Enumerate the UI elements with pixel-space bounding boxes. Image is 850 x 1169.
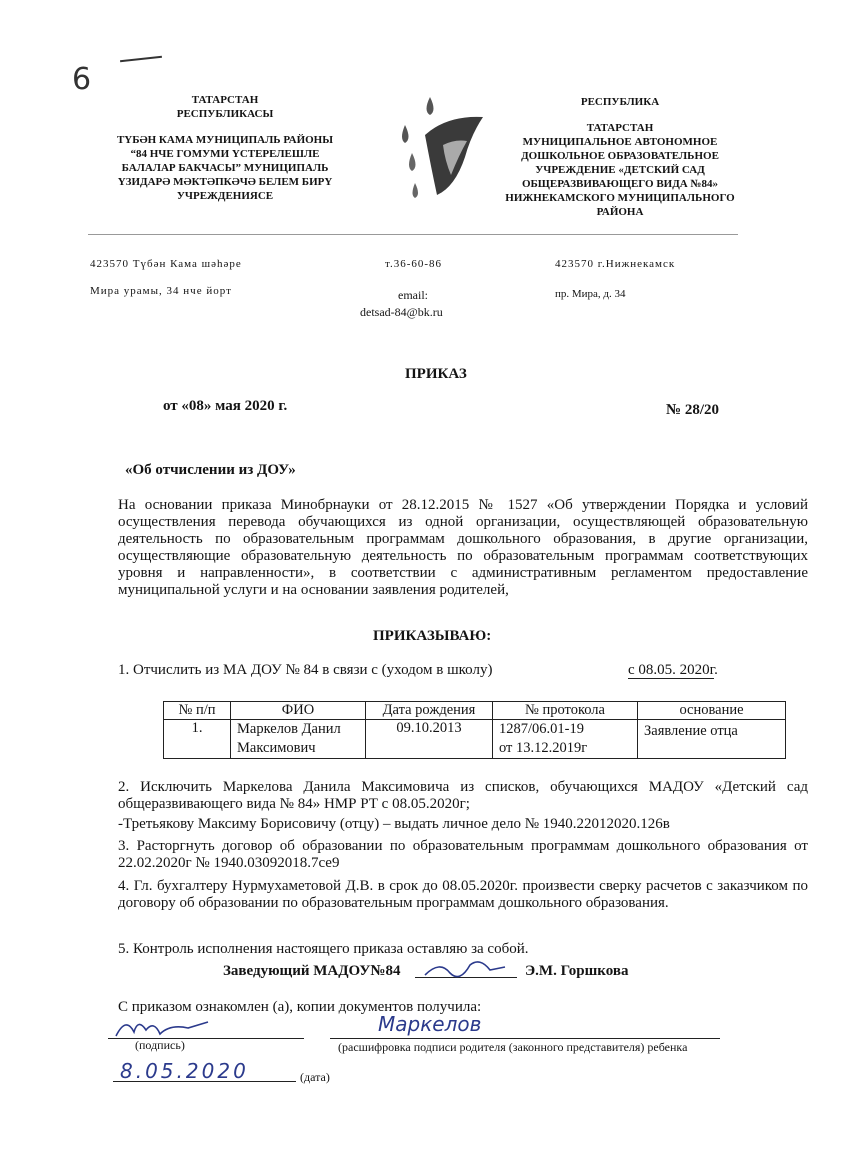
item-3: 3. Расторгнуть договор об образовании по образовательным программам дошкольного образования от 22.02.2020г № 1940.03092018.7се9	[118, 838, 808, 871]
order-number: № 28/20	[666, 402, 719, 418]
contact-right-street: пр. Мира, д. 34	[555, 288, 626, 300]
row-fio: Маркелов Данил Максимович	[231, 720, 366, 759]
logo-drop-bottom	[413, 183, 419, 198]
row-birth: 09.10.2013	[366, 720, 493, 759]
item-5: 5. Контроль исполнения настоящего приказа оставляю за собой.	[118, 941, 529, 957]
contact-email-label: email:	[398, 288, 428, 302]
col-protocol: № протокола	[493, 702, 638, 720]
logo-drop-left	[402, 125, 409, 143]
date-handwritten: 8.05.2020	[120, 1059, 249, 1083]
row-num: 1.	[164, 720, 231, 759]
contact-right-city: 423570 г.Нижнекамск	[555, 258, 676, 270]
table-header-row	[164, 702, 786, 720]
header-divider	[88, 234, 738, 235]
parent-name-handwritten: Маркелов	[378, 1012, 482, 1036]
order-subject: «Об отчислении из ДОУ»	[125, 462, 296, 478]
head-name: Э.М. Горшкова	[525, 963, 629, 979]
col-num: № п/п	[164, 702, 231, 720]
decode-line	[330, 1038, 720, 1039]
row-basis: Заявление отца	[638, 720, 786, 759]
logo-drop-top	[427, 97, 434, 115]
order-title: ПРИКАЗ	[405, 366, 467, 382]
item-2: 2. Исключить Маркелова Данила Максимовича из списков, обучающихся МАДОУ «Детский сад общеразвивающего вида № 84» НМР РТ с 08.05.2020г;	[118, 779, 808, 812]
item-1-text: 1. Отчислить из МА ДОУ № 84 в связи с (уходом в школу)	[118, 662, 493, 678]
ack-text: С приказом ознакомлен (а), копии документов получила:	[118, 999, 482, 1015]
page-number: 6	[72, 62, 92, 97]
item-4: 4. Гл. бухгалтеру Нурмухаметовой Д.В. в срок до 08.05.2020г. произвести сверку расчетов с заказчиком по договору об образовании по образовательным программам дошкольного образования.	[118, 878, 808, 911]
col-birth: Дата рождения	[366, 702, 493, 720]
head-signature	[420, 955, 510, 985]
contact-email: detsad-84@bk.ru	[360, 305, 443, 319]
logo-drop-mid	[409, 153, 416, 171]
logo	[385, 95, 490, 210]
contact-phone: т.36-60-86	[385, 258, 443, 270]
col-basis: основание	[638, 702, 786, 720]
decode-caption: (расшифровка подписи родителя (законного представителя) ребенка	[338, 1040, 688, 1054]
contact-left-city: 423570 Түбән Кама шәһәре	[90, 258, 242, 270]
sign-caption: (подпись)	[135, 1038, 185, 1052]
order-date: от «08» мая 2020 г.	[163, 398, 288, 414]
row-protocol: 1287/06.01-19 от 13.12.2019г	[493, 720, 638, 759]
scribble-mark	[120, 56, 162, 62]
children-table	[163, 701, 786, 759]
date-caption: (дата)	[300, 1070, 330, 1084]
item-2b: -Третьякову Максиму Борисовичу (отцу) – выдать личное дело № 1940.22012020.126в	[118, 816, 670, 832]
header-right: РЕСПУБЛИКА ТАТАРСТАН МУНИЦИПАЛЬНОЕ АВТОНОМНОЕ ДОШКОЛЬНОЕ ОБРАЗОВАТЕЛЬНОЕ УЧРЕЖДЕНИЕ «ДЕТСКИЙ САД ОБЩЕРАЗВИВАЮЩЕГО ВИДА №84» НИЖНЕКАМСКОГО МУНИЦИПАЛЬНОГО РАЙОНА	[505, 96, 735, 218]
header-left: ТАТАРСТАН РЕСПУБЛИКАСЫ ТҮБӘН КАМА МУНИЦИПАЛЬ РАЙОНЫ “84 НЧЕ ГОМУМИ ҮСТЕРЕЛЕШЛЕ БАЛАЛАР БАКЧАСЫ” МУНИЦИПАЛЬ ҮЗИДАРӘ МӘКТӘПКӘЧӘ БЕЛЕМ БИРҮ УЧРЕЖДЕНИЯСЕ	[116, 94, 334, 202]
contact-left-street: Мира урамы, 34 нче йорт	[90, 285, 232, 297]
order-preamble: На основании приказа Минобрнауки от 28.12.2015 № 1527 «Об утверждении Порядка и условий осуществления перевода обучающихся из одной организации, осуществляющей образовательную деятельность по образовательным программам дошкольного образования, в другие организации, осуществляющие образовательную деятельность по образовательным программам соответствующих уровня и направленности», в соответствии с административным регламентом предоставление муниципальной услуги и на основании заявления родителей,	[118, 497, 808, 598]
order-command: ПРИКАЗЫВАЮ:	[373, 628, 492, 644]
table-row	[164, 720, 786, 759]
head-label: Заведующий МАДОУ№84	[223, 963, 401, 979]
item-1-date: с 08.05. 2020г.	[628, 662, 718, 678]
col-fio: ФИО	[231, 702, 366, 720]
